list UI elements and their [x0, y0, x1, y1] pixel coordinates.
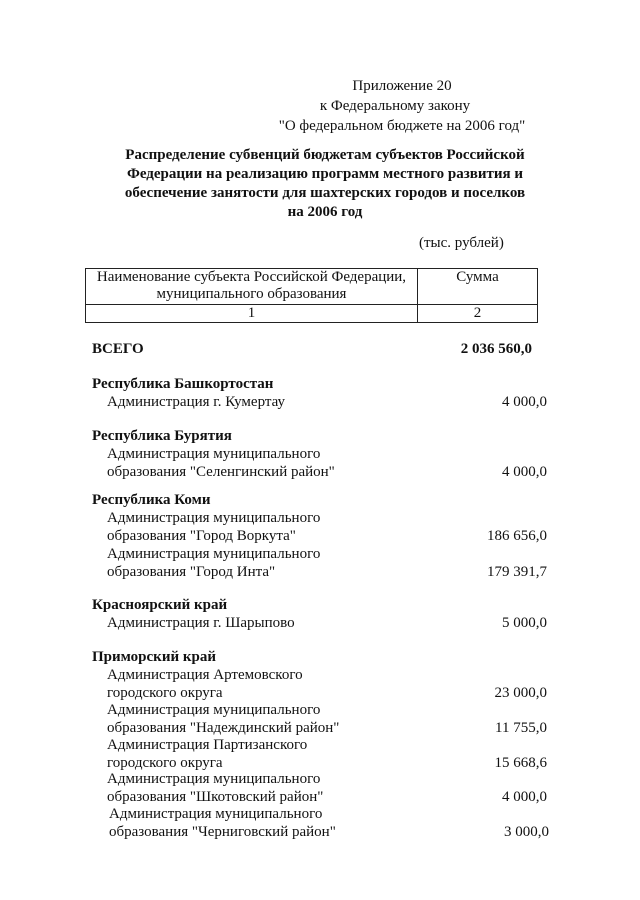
table-row [92, 805, 549, 841]
total-value: 2 036 560,0 [460, 341, 532, 357]
table-row [92, 770, 547, 806]
amount-value: 179 391,7 [487, 564, 547, 580]
municipality-name: Администрация Артемовского [107, 667, 303, 683]
amount-value: 4 000,0 [502, 789, 547, 805]
amount-value: 4 000,0 [502, 394, 547, 410]
amount-value: 15 668,6 [494, 755, 547, 771]
municipality-name: Администрация муниципального [107, 446, 321, 462]
document-title [112, 146, 538, 222]
header-text: Наименование субъекта Российской Федерации, [96, 269, 407, 285]
header-text: Сумма [456, 269, 499, 285]
appendix-header [272, 76, 532, 136]
amount-value: 5 000,0 [502, 615, 547, 631]
region-heading: Красноярский край [92, 597, 228, 613]
amount-value: 186 656,0 [487, 528, 547, 544]
table-row [92, 509, 547, 545]
table-row [92, 614, 547, 632]
title-line: на 2006 год [287, 204, 363, 220]
table-row [92, 545, 547, 581]
total-row [92, 340, 532, 358]
amount-value: 4 000,0 [502, 464, 547, 480]
municipality-name: образования "Селенгинский район" [107, 464, 335, 480]
column-header-sum [418, 269, 538, 305]
municipality-name: Администрация г. Кумертау [107, 394, 286, 410]
municipality-name: образования "Черниговский район" [109, 824, 336, 840]
region-heading: Республика Башкортостан [92, 376, 274, 392]
table-row [92, 666, 547, 702]
appendix-law-title: "О федеральном бюджете на 2006 год" [278, 118, 526, 134]
municipality-name: Администрация Партизанского [107, 737, 308, 753]
region-heading: Приморский край [92, 649, 216, 665]
municipality-name: городского округа [107, 685, 223, 701]
municipality-name: образования "Шкотовский район" [107, 789, 324, 805]
table-row [92, 736, 547, 772]
total-label: ВСЕГО [92, 341, 144, 357]
appendix-law-ref: к Федеральному закону [319, 98, 471, 114]
title-line: Распределение субвенций бюджетам субъектов Российской [125, 147, 525, 163]
column-header-name [86, 269, 418, 305]
municipality-name: образования "Надеждинский район" [107, 720, 340, 736]
municipality-name: Администрация г. Шарыпово [107, 615, 295, 631]
table-header [85, 268, 538, 323]
column-number-1: 1 [86, 305, 418, 323]
municipality-name: Администрация муниципального [109, 806, 323, 822]
amount-value: 23 000,0 [494, 685, 547, 701]
municipality-name: Администрация муниципального [107, 546, 321, 562]
region-heading: Республика Бурятия [92, 428, 232, 444]
appendix-number: Приложение 20 [352, 78, 452, 94]
amount-value: 3 000,0 [504, 824, 549, 840]
header-text: муниципального образования [156, 286, 347, 302]
table-row [92, 701, 547, 737]
municipality-name: Администрация муниципального [107, 510, 321, 526]
municipality-name: образования "Город Инта" [107, 564, 276, 580]
units-label: (тыс. рублей) [419, 235, 504, 251]
title-line: Федерации на реализацию программ местного развития и [126, 166, 524, 182]
municipality-name: образования "Город Воркута" [107, 528, 296, 544]
municipality-name: городского округа [107, 755, 223, 771]
amount-value: 11 755,0 [495, 720, 547, 736]
region-heading: Республика Коми [92, 492, 211, 508]
title-line: обеспечение занятости для шахтерских городов и поселков [124, 185, 526, 201]
column-number-2: 2 [418, 305, 538, 323]
municipality-name: Администрация муниципального [107, 771, 321, 787]
table-row [92, 445, 547, 481]
municipality-name: Администрация муниципального [107, 702, 321, 718]
table-row [92, 393, 547, 411]
